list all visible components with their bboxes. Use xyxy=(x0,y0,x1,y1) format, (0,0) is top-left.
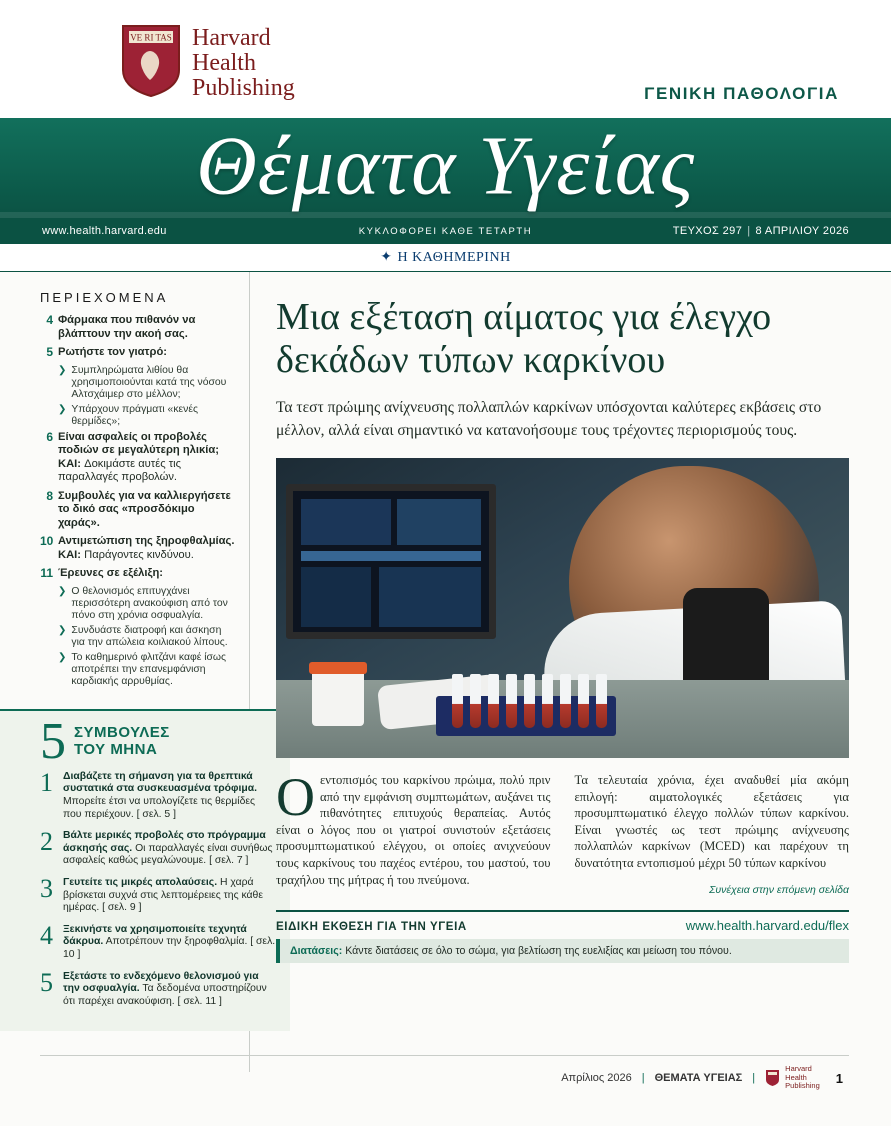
list-item[interactable] xyxy=(40,346,235,360)
publication-title: Θέματα Υγείας xyxy=(196,119,695,213)
toc-page-number: 10 xyxy=(40,534,54,549)
toc-subentry-label: Ο θελονισμός επιτυγχάνει περισσότερη ανακούφιση από τον πόνο στη χρόνια οσφυαλγία. xyxy=(71,585,228,622)
tip-number: 4 xyxy=(40,920,53,950)
contents-title: ΠΕΡΙΕΧΟΜΕΝΑ xyxy=(40,290,169,305)
bullet-icon: ❯ xyxy=(58,364,67,376)
article-standfirst: Τα τεστ πρώιμης ανίχνευσης πολλαπλών καρκίνων υπόσχονται καλύτερες εκβάσεις στο μέλλον, αλλά είναι σημαντικό να κατανοήσουμε τους τρέχοντες περιορισμούς τους. xyxy=(276,399,822,439)
special-report-strip xyxy=(276,910,849,933)
article-column-2 xyxy=(575,772,850,898)
tips-title xyxy=(74,721,170,758)
tip-bold-text: Βάλτε μερικές προβολές στο πρόγραμμα άσκησής σας. xyxy=(63,830,266,854)
list-item[interactable] xyxy=(58,652,235,689)
harvard-health-publishing-logo xyxy=(120,24,295,101)
list-item xyxy=(40,873,276,915)
tip-page-ref: [ σελ. 7 ] xyxy=(209,855,249,867)
footer-brand xyxy=(765,1065,820,1091)
list-item[interactable] xyxy=(40,490,235,531)
test-tube xyxy=(488,674,499,728)
monitor-graphic xyxy=(286,484,496,639)
section-kicker: ΓΕΝΙΚΗ ΠΑΘΟΛΟΓΙΑ xyxy=(644,84,839,103)
screen-panel xyxy=(301,499,391,545)
tips-title-line-1: ΣΥΜΒΟΥΛΕΣ xyxy=(74,723,170,741)
svg-text:VE RI TAS: VE RI TAS xyxy=(130,32,172,43)
article-paragraph: Τα τελευταία χρόνια, έχει αναδυθεί μία ακόμη επιλογή: αιματολογικές εξετάσεις για προσυμπτωματικό έλεγχο πολλών τύπων καρκίνου. Είναι γνωστές ως τεστ πρώιμης ανίχνευσης πολλαπλών καρκίνων (MCED) και παρέχουν τη δυνατότητα εντοπισμού μέχρι 50 τύπων καρκίνου xyxy=(574,773,849,870)
test-tube xyxy=(470,674,481,728)
footer-brand-text xyxy=(785,1065,820,1091)
tips-title-line-2: ΤΟΥ ΜΗΝΑ xyxy=(74,740,158,758)
tip-bold-text: Ξεκινήστε να χρησιμοποιείτε τεχνητά δάκρυα. xyxy=(63,923,247,948)
tips-count: 5 xyxy=(40,712,66,770)
bullet-icon: ❯ xyxy=(58,585,67,597)
footer-separator-1: | xyxy=(641,1072,645,1084)
brand-line-3: Publishing xyxy=(192,75,295,101)
tip-rest-text: Μπορείτε έτσι να υπολογίζετε τις θερμίδες που περιέχουν. xyxy=(63,795,256,820)
toc-entry-main: Αντιμετώπιση της ξηροφθαλμίας. ΚΑΙ: xyxy=(58,535,235,561)
publisher-bar xyxy=(0,244,891,272)
page-number: 1 xyxy=(835,1070,843,1086)
tip-number: 5 xyxy=(40,967,53,997)
footer-separator-2: | xyxy=(752,1072,756,1084)
footer-publication-title: ΘΕΜΑΤΑ ΥΓΕΙΑΣ xyxy=(654,1072,743,1084)
brand-wordmark xyxy=(192,24,295,101)
specimen-cup xyxy=(312,670,364,726)
toc-page-number: 4 xyxy=(46,313,53,327)
toc-page-number: 11 xyxy=(40,566,53,581)
test-tube xyxy=(542,674,553,728)
screen-panel xyxy=(301,551,481,561)
toc-entry-label xyxy=(58,535,235,562)
article-photo xyxy=(276,458,849,758)
toc-entry-label: Συμβουλές για να καλλιεργήσετε το δικό σας «προσδόκιμο χαράς». xyxy=(58,489,231,529)
issue-date: 8 ΑΠΡΙΛΙΟΥ 2026 xyxy=(755,225,849,237)
publisher-name: Η ΚΑΘΗΜΕΡΙΝΗ xyxy=(397,249,511,265)
brand-line-1: Harvard xyxy=(192,25,271,51)
list-item[interactable] xyxy=(40,535,235,562)
page-content xyxy=(0,272,891,1072)
toc-page-number: 5 xyxy=(46,345,53,359)
sidebar-column xyxy=(0,272,276,1072)
band-text: Κάντε διατάσεις σε όλο το σώμα, για βελτίωση της ευελιξίας και μείωση του πόνου. xyxy=(342,945,732,958)
toc-subentry-label: Συμπληρώματα λιθίου θα χρησιμοποιούνται κατά της νόσου Αλτσχάιμερ στο μέλλον; xyxy=(71,364,227,401)
toc-entry-label: Ρωτήστε τον γιατρό: xyxy=(58,346,168,358)
screen-panel xyxy=(301,567,371,627)
toc-entry-main: Είναι ασφαλείς οι προβολές ποδιών σε μεγαλύτερη ηλικία; ΚΑΙ: xyxy=(58,430,219,470)
publisher-logo xyxy=(380,249,510,266)
list-item[interactable] xyxy=(58,404,235,429)
bullet-icon: ❯ xyxy=(58,624,67,636)
tip-rest-text: Αποτρέπουν την ξηροφθαλμία. xyxy=(105,936,248,948)
article-column-1 xyxy=(276,767,551,898)
toc-page-number: 6 xyxy=(46,429,53,444)
footer-issue-date: Απρίλιος 2026 xyxy=(561,1072,632,1084)
issue-info xyxy=(673,225,849,237)
list-item xyxy=(40,920,276,962)
masthead-info-bar xyxy=(0,218,891,244)
special-report-url[interactable]: www.health.harvard.edu/flex xyxy=(685,918,849,934)
main-article-column xyxy=(250,272,891,1072)
footer-brand-line-2: Health xyxy=(785,1072,807,1082)
masthead-top xyxy=(0,0,891,118)
tip-bold-text: Εξετάστε το ενδεχόμενο θελονισμού για την οσφυαλγία. xyxy=(63,970,259,995)
tip-body xyxy=(63,771,276,821)
band-label: Διατάσεις: xyxy=(290,945,343,958)
tip-body xyxy=(63,924,276,962)
article-body xyxy=(276,767,849,898)
star-icon: ✦ xyxy=(380,250,393,265)
continued-link[interactable]: Συνέχεια στην επόμενη σελίδα xyxy=(709,883,849,896)
footer-divider xyxy=(40,1055,849,1056)
stretch-tip-band xyxy=(276,939,849,963)
test-tube xyxy=(524,674,535,728)
footer-brand-line-3: Publishing xyxy=(785,1081,820,1091)
tip-page-ref: [ σελ. 5 ] xyxy=(136,808,176,820)
masthead-banner xyxy=(0,118,891,218)
test-tube xyxy=(506,674,517,728)
tips-of-the-month-box xyxy=(0,709,290,1032)
screen-panel xyxy=(397,499,481,545)
bullet-icon: ❯ xyxy=(58,403,67,415)
list-item[interactable] xyxy=(58,586,235,623)
footer-brand-line-1: Harvard xyxy=(785,1064,812,1074)
tip-rest-text: Η χαρά βρίσκεται συχνά στις λεπτομέρειες της κάθε ημέρας. xyxy=(63,876,263,914)
tip-body xyxy=(63,877,276,915)
drop-cap: Ο xyxy=(276,767,315,827)
test-tube xyxy=(596,674,607,728)
brand-line-2: Health xyxy=(192,50,256,76)
contents-list xyxy=(40,314,235,689)
screen-panel xyxy=(379,567,481,627)
tip-page-ref: [ σελ. 9 ] xyxy=(102,902,142,914)
list-item xyxy=(40,767,276,821)
harvard-shield-icon xyxy=(120,24,182,98)
tip-page-ref: [ σελ. 11 ] xyxy=(177,995,222,1007)
list-item[interactable] xyxy=(58,625,235,650)
harvard-shield-icon xyxy=(765,1069,780,1087)
tip-number: 2 xyxy=(40,827,53,857)
list-item[interactable] xyxy=(40,314,235,341)
special-report-label: ΕΙΔΙΚΗ ΕΚΘΕΣΗ ΓΙΑ ΤΗΝ ΥΓΕΙΑ xyxy=(276,921,467,934)
bullet-icon: ❯ xyxy=(58,651,67,663)
tips-header xyxy=(40,712,276,770)
tip-body xyxy=(63,830,276,868)
list-item xyxy=(40,827,276,868)
tip-number: 1 xyxy=(40,767,53,797)
toc-entry-trailing: Παράγοντες κινδύνου. xyxy=(84,548,194,561)
list-item xyxy=(40,967,276,1009)
test-tube xyxy=(560,674,571,728)
toc-subentry-label: Υπάρχουν πράγματι «κενές θερμίδες»; xyxy=(71,403,198,428)
frequency-text: ΚΥΚΛΟΦΟΡΕΙ ΚΑΘΕ ΤΕΤΑΡΤΗ xyxy=(358,226,533,237)
tip-bold-text: Διαβάζετε τη σήμανση για τα θρεπτικά συστατικά στα συσκευασμένα τρόφιμα. xyxy=(63,770,257,795)
issue-separator: | xyxy=(747,225,751,237)
toc-entry-label xyxy=(58,431,235,485)
issue-number: ΤΕΥΧΟΣ 297 xyxy=(672,225,743,237)
test-tube xyxy=(578,674,589,728)
test-tube xyxy=(452,674,463,728)
tip-rest-text: Οι παραλλαγές είναι συνήθως ασφαλείς καθώς μεγαλώνουμε. xyxy=(63,842,273,867)
tip-page-ref: [ σελ. 10 ] xyxy=(63,936,276,960)
article-paragraph: εντοπισμός του καρκίνου πρώιμα, πολύ πριν από την εμφάνιση συμπτωμάτων, αυξάνει τις πιθανότητες επιτυχούς θεραπείας. Αυτός είναι ο λόγος που οι γιατροί συνιστούν εξετάσεις προσυμπτωματικού ελέγχου, οι οποίες ανιχνεύουν τους καρκίνους του παχέος εντέρου, του μαστού, του τραχήλου της μήτρας ή του πνεύμονα. xyxy=(276,773,551,887)
tip-body xyxy=(63,971,276,1009)
page-footer xyxy=(0,1058,891,1098)
tip-number: 3 xyxy=(40,873,53,903)
toc-subentry-label: Το καθημερινό φλιτζάνι καφέ ίσως αποτρέπει την επανεμφάνιση καρδιακής αρρυθμίας. xyxy=(71,651,227,688)
toc-subentry-label: Συνδυάστε διατροφή και άσκηση για την απώλεια κοιλιακού λίπους. xyxy=(71,624,228,649)
page-title: Μια εξέταση αίματος για έλεγχο δεκάδων τύπων καρκίνου xyxy=(276,296,772,381)
list-item[interactable] xyxy=(58,365,235,402)
list-item[interactable] xyxy=(40,567,235,581)
toc-page-number: 8 xyxy=(46,488,53,503)
website-url[interactable]: www.health.harvard.edu xyxy=(42,225,167,237)
toc-entry-label: Έρευνες σε εξέλιξη: xyxy=(58,567,164,580)
tip-rest-text: Τα δεδομένα υποστηρίζουν ότι παρέχει ανακούφιση. xyxy=(63,983,267,1007)
toc-entry-trailing: Δοκιμάστε αυτές τις παραλλαγές προβολών. xyxy=(58,457,182,484)
tip-bold-text: Γευτείτε τις μικρές απολαύσεις. xyxy=(63,876,218,888)
toc-entry-label: Φάρμακα που πιθανόν να βλάπτουν την ακοή σας. xyxy=(58,314,196,340)
list-item[interactable] xyxy=(40,431,235,485)
